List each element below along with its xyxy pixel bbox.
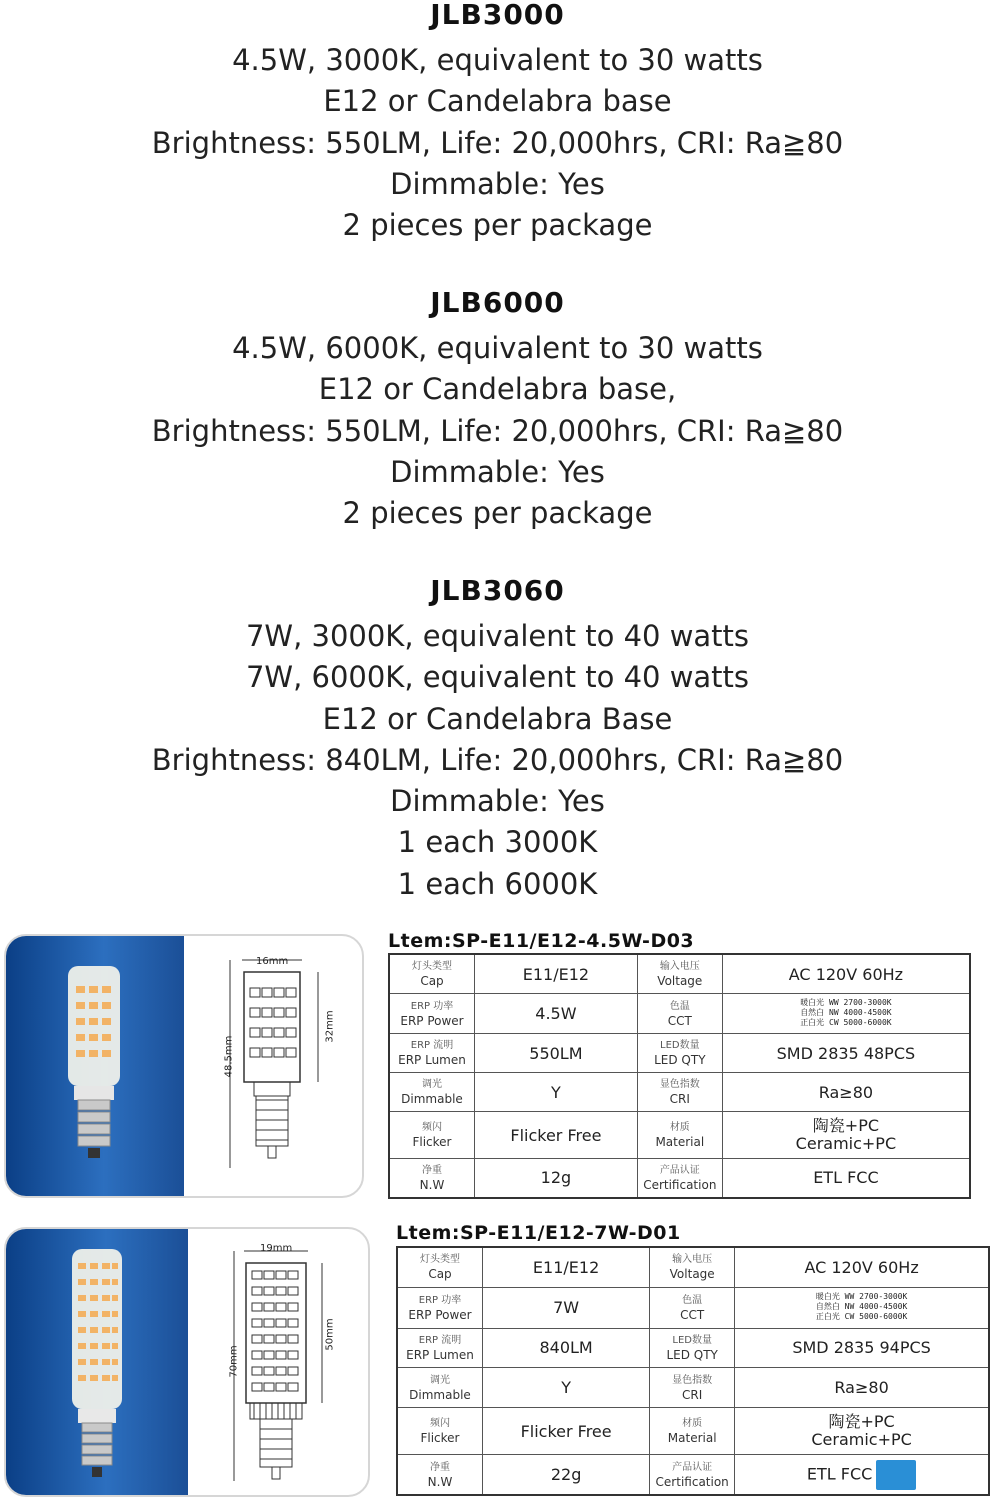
spec-value: SMD 2835 48PCS [722,1034,970,1073]
table-row [389,994,970,1034]
dimension-drawing [184,936,362,1196]
body-length-dimension: 32mm [324,1010,336,1043]
spec-value: 22g [483,1455,650,1495]
total-length-dimension: 70mm [228,1345,240,1378]
spec-value: AC 120V 60Hz [735,1247,989,1287]
spec-label: 净重 N.W [397,1455,483,1495]
section-line: Dimmable: Yes [390,454,605,489]
section-line: 2 pieces per package [342,496,653,531]
section-line: 2 pieces per package [342,208,653,243]
section-title: JLB3000 [430,0,565,31]
spec-label: 灯头类型 Cap [389,954,475,994]
section-line: Dimmable: Yes [390,166,605,201]
spec-value [722,994,970,1034]
table-row [397,1247,989,1287]
energy-star-logo [876,1460,916,1490]
spec-label: 材质 Material [637,1112,722,1159]
body-length-dimension: 50mm [324,1318,336,1351]
spec-label: 显色指数 CRI [637,1073,722,1112]
section-line: Dimmable: Yes [390,784,605,819]
spec-value: 7W [483,1287,650,1328]
table-row [389,1073,970,1112]
table-row [397,1455,989,1495]
spec-value: 840LM [483,1328,650,1368]
spec-label: 频闪 Flicker [389,1112,475,1159]
table-row [397,1407,989,1454]
spec-value: Flicker Free [483,1407,650,1454]
section-jlb3000 [0,0,995,246]
section-line: 7W, 3000K, equivalent to 40 watts [245,619,750,653]
spec-table-7w [396,1246,990,1496]
product-card-7w [4,1227,370,1497]
section-line: Brightness: 840LM, Life: 20,000hrs, CRI: Ra≧80 [151,742,844,777]
table-row [389,1158,970,1198]
cct-values: 暖白光 WW 2700-3000K 自然白 NW 4000-4500K 正白光 CW 5000-6000K [815,1292,908,1322]
spec-value: 陶瓷+PC Ceramic+PC [735,1407,989,1454]
spec-item-title: Ltem:SP-E11/E12-4.5W-D03 [388,930,695,952]
product-card-4-5w [4,934,364,1198]
table-row [389,1112,970,1159]
spec-label: 输入电压 Voltage [650,1247,735,1287]
section-line: 4.5W, 6000K, equivalent to 30 watts [232,331,763,365]
spec-label: 调光 Dimmable [389,1073,475,1112]
section-line: E12 or Candelabra Base [322,701,673,736]
spec-label: ERP 功率 ERP Power [389,994,475,1034]
spec-label: 净重 N.W [389,1158,475,1198]
spec-table-4-5w [388,953,971,1199]
spec-label: 频闪 Flicker [397,1407,483,1454]
spec-label: ERP 功率 ERP Power [397,1287,483,1328]
spec-label: 显色指数 CRI [650,1368,735,1408]
section-title: JLB6000 [430,286,565,319]
section-line: 1 each 3000K [397,825,598,860]
spec-value: Y [483,1368,650,1408]
spec-value [735,1287,989,1328]
width-dimension: 19mm [260,1243,293,1254]
spec-value: 12g [475,1158,638,1198]
width-dimension: 16mm [256,956,289,967]
section-line: E12 or Candelabra base, [318,372,677,407]
spec-value: AC 120V 60Hz [722,954,970,994]
dimension-drawing [188,1229,368,1495]
spec-label: 材质 Material [650,1407,735,1454]
bulb-image [6,1229,188,1495]
spec-label: 产品认证 Certification [650,1455,735,1495]
section-line: 7W, 6000K, equivalent to 40 watts [245,660,750,695]
spec-label: 色温 CCT [650,1287,735,1328]
section-jlb6000 [0,288,995,534]
spec-value: E11/E12 [475,954,638,994]
spec-label: 色温 CCT [637,994,722,1034]
spec-value: 550LM [475,1034,638,1073]
total-length-dimension: 48.5mm [223,1035,235,1078]
certification-text: ETL FCC [806,1464,873,1484]
section-line: Brightness: 550LM, Life: 20,000hrs, CRI: Ra≧80 [151,125,844,160]
spec-label: 输入电压 Voltage [637,954,722,994]
spec-value: Flicker Free [475,1112,638,1159]
cct-values: 暖白光 WW 2700-3000K 自然白 NW 4000-4500K 正白光 CW 5000-6000K [800,998,892,1028]
spec-label: ERP 流明 ERP Lumen [389,1034,475,1073]
spec-label: 调光 Dimmable [397,1368,483,1408]
spec-value: ETL FCC [722,1158,970,1198]
table-row [397,1287,989,1328]
spec-label: ERP 流明 ERP Lumen [397,1328,483,1368]
spec-label: 产品认证 Certification [637,1158,722,1198]
spec-label: LED数量 LED QTY [637,1034,722,1073]
table-row [397,1328,989,1368]
section-title: JLB3060 [430,574,565,607]
table-row [389,1034,970,1073]
spec-value: Ra≥80 [722,1073,970,1112]
bulb-photo [6,1229,188,1495]
spec-value: SMD 2835 94PCS [735,1328,989,1368]
bulb-photo [6,936,184,1196]
spec-label: LED数量 LED QTY [650,1328,735,1368]
spec-value: E11/E12 [483,1247,650,1287]
section-line: 4.5W, 3000K, equivalent to 30 watts [232,43,763,77]
section-line: 1 each 6000K [397,866,598,901]
section-line: E12 or Candelabra base [323,84,672,119]
spec-value: Y [475,1073,638,1112]
spec-label: 灯头类型 Cap [397,1247,483,1287]
spec-value: 4.5W [475,994,638,1034]
bulb-image [6,936,184,1196]
table-row [389,954,970,994]
section-jlb3060 [0,576,995,905]
spec-item-title: Ltem:SP-E11/E12-7W-D01 [396,1222,681,1244]
table-row [397,1368,989,1408]
spec-value: 陶瓷+PC Ceramic+PC [722,1112,970,1159]
spec-value [735,1455,989,1495]
spec-value: Ra≥80 [735,1368,989,1408]
section-line: Brightness: 550LM, Life: 20,000hrs, CRI: Ra≧80 [151,413,844,448]
